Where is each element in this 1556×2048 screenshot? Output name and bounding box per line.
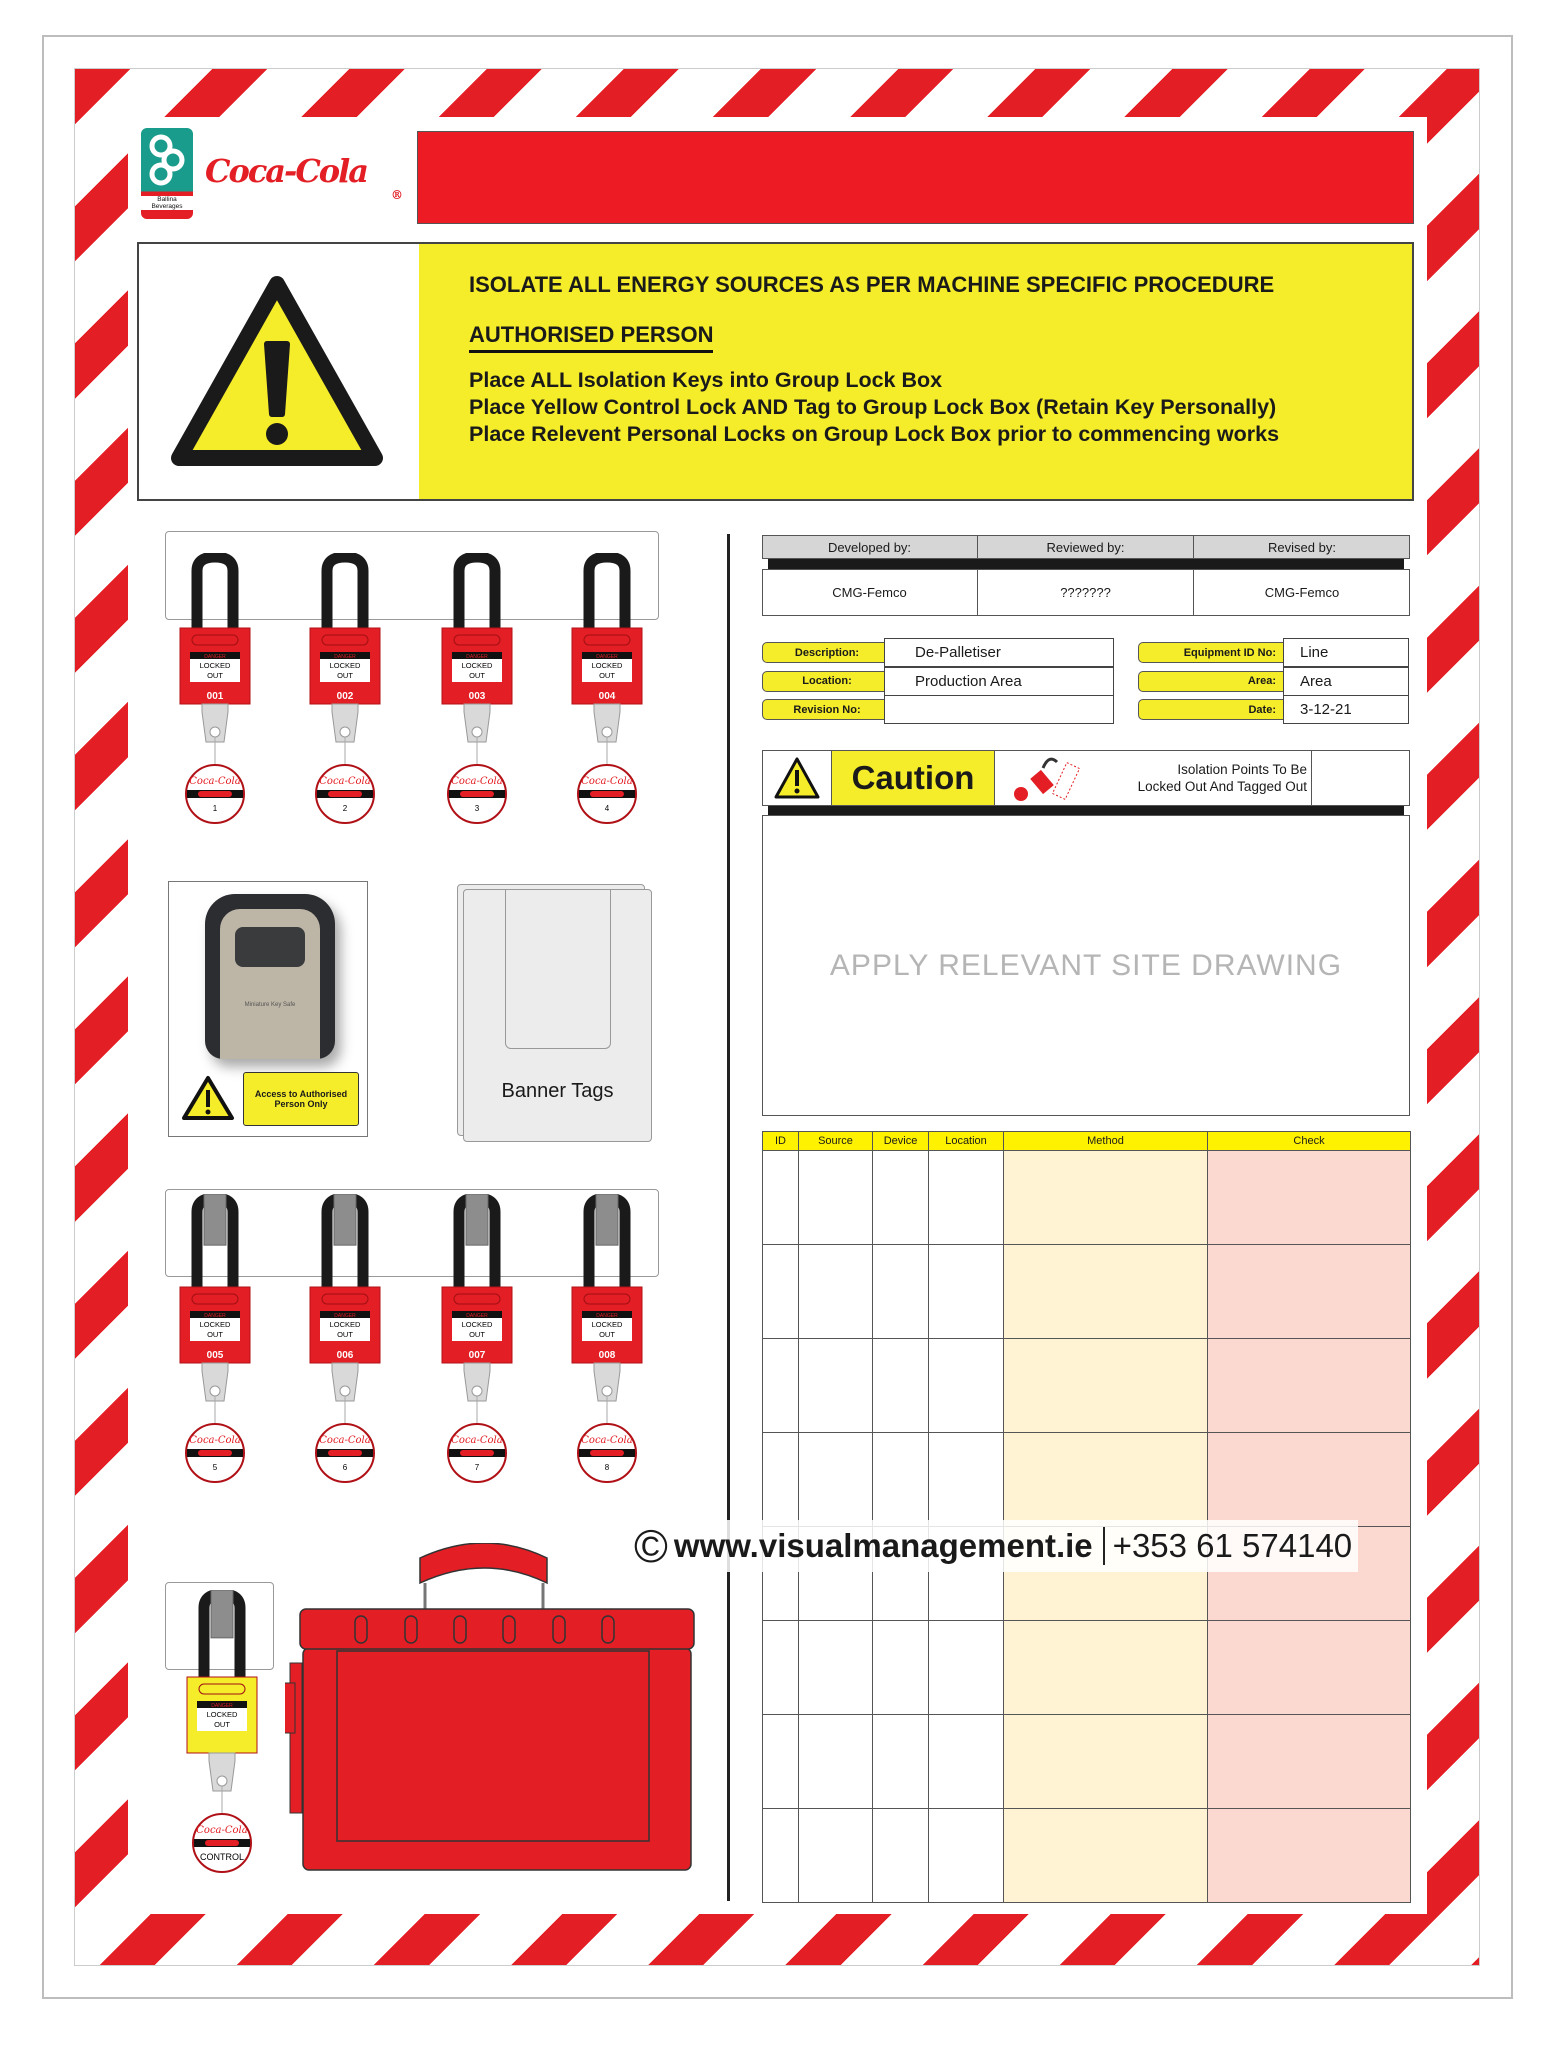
location-cell[interactable] xyxy=(929,1433,1004,1527)
source-cell[interactable] xyxy=(799,1151,873,1245)
source-cell[interactable] xyxy=(799,1245,873,1339)
column-header-device: Device xyxy=(873,1132,929,1151)
isolation-points-table xyxy=(762,1131,1411,1903)
padlock[interactable] xyxy=(300,1194,390,1487)
key-safe-label: Miniature Key Safe xyxy=(244,1002,296,1008)
key-safe-image xyxy=(205,894,335,1059)
warning-triangle-icon xyxy=(773,756,821,800)
field-value[interactable] xyxy=(884,695,1114,724)
key-safe-panel xyxy=(168,881,368,1137)
table-row xyxy=(763,1245,1411,1339)
lock-locked-label: LOCKED xyxy=(329,1320,361,1329)
svg-text:Coca-Cola: Coca-Cola xyxy=(451,776,503,787)
lock-tag xyxy=(578,765,636,823)
lock-locked-label: LOCKED xyxy=(199,1320,231,1329)
lock-out-label: OUT xyxy=(599,671,615,680)
tag-number: CONTROL xyxy=(199,1852,245,1862)
device-cell[interactable] xyxy=(873,1809,929,1903)
svg-text:Coca-Cola: Coca-Cola xyxy=(581,776,633,787)
tag-number: 2 xyxy=(342,804,348,813)
lock-locked-label: LOCKED xyxy=(199,661,231,670)
method-cell[interactable] xyxy=(1004,1809,1208,1903)
ballina-beverages-logo xyxy=(141,128,193,219)
coca-cola-wordmark: Coca-Cola xyxy=(205,152,368,190)
caution-title: Caution xyxy=(831,751,995,805)
lock-locked-label: LOCKED xyxy=(461,661,493,670)
method-cell[interactable] xyxy=(1004,1621,1208,1715)
lock-danger-label: DANGER xyxy=(204,654,226,660)
device-cell[interactable] xyxy=(873,1151,929,1245)
source-cell[interactable] xyxy=(799,1809,873,1903)
tag-number: 7 xyxy=(474,1463,480,1472)
source-cell[interactable] xyxy=(799,1715,873,1809)
location-cell[interactable] xyxy=(929,1809,1004,1903)
table-row xyxy=(763,1809,1411,1903)
id-cell[interactable] xyxy=(763,1339,799,1433)
copyright-icon: © xyxy=(634,1520,668,1572)
lock-danger-label: DANGER xyxy=(334,1313,356,1319)
lock-out-label: OUT xyxy=(207,671,223,680)
lock-number: 002 xyxy=(336,691,354,702)
instruction-step: Place Yellow Control Lock AND Tag to Group Lock Box (Retain Key Personally) xyxy=(469,395,1277,419)
svg-text:Coca-Cola: Coca-Cola xyxy=(581,1435,633,1446)
padlock[interactable] xyxy=(562,1194,652,1487)
id-cell[interactable] xyxy=(763,1809,799,1903)
warning-triangle-icon xyxy=(169,274,385,470)
method-cell[interactable] xyxy=(1004,1245,1208,1339)
field-value[interactable]: 3-12-21 xyxy=(1283,695,1409,724)
svg-text:Coca-Cola: Coca-Cola xyxy=(451,1435,503,1446)
device-cell[interactable] xyxy=(873,1621,929,1715)
coca-cola-logo xyxy=(205,152,410,212)
lock-locked-label: LOCKED xyxy=(461,1320,493,1329)
device-cell[interactable] xyxy=(873,1433,929,1527)
lock-tag xyxy=(316,765,374,823)
lock-out-label: OUT xyxy=(469,1330,485,1339)
location-cell[interactable] xyxy=(929,1151,1004,1245)
field-label: Description: xyxy=(762,642,892,663)
authorised-access-notice: Access to Authorised Person Only xyxy=(243,1072,359,1126)
lock-number: 006 xyxy=(336,1350,354,1361)
lock-danger-label: DANGER xyxy=(211,1703,233,1709)
lock-danger-label: DANGER xyxy=(204,1313,226,1319)
lock-number: 007 xyxy=(468,1350,486,1361)
field-label: Date: xyxy=(1138,699,1291,720)
developed-by-value[interactable]: CMG-Femco xyxy=(762,569,978,616)
id-cell[interactable] xyxy=(763,1433,799,1527)
lock-number: 004 xyxy=(598,691,616,702)
padlock[interactable] xyxy=(170,553,260,828)
lock-hanger xyxy=(334,1194,356,1245)
padlock[interactable] xyxy=(432,1194,522,1487)
lock-number: 008 xyxy=(598,1350,616,1361)
lock-danger-label: DANGER xyxy=(596,1313,618,1319)
authorised-person-heading: AUTHORISED PERSON xyxy=(469,322,713,353)
field-label: Revision No: xyxy=(762,699,892,720)
lock-hanger xyxy=(204,1194,226,1245)
copyright-footer xyxy=(628,1520,1358,1572)
lockout-tag-icon xyxy=(1009,754,1089,804)
table-row xyxy=(763,1151,1411,1245)
field-label: Location: xyxy=(762,671,892,692)
check-cell[interactable] xyxy=(1208,1433,1411,1527)
field-value[interactable]: Area xyxy=(1283,667,1409,696)
column-divider xyxy=(727,534,730,1901)
lock-locked-label: LOCKED xyxy=(206,1710,238,1719)
lock-danger-label: DANGER xyxy=(466,1313,488,1319)
lock-out-label: OUT xyxy=(207,1330,223,1339)
banner-tags-label: Banner Tags xyxy=(501,1080,614,1102)
caution-text: Isolation Points To Be Locked Out And Tagged Out xyxy=(1137,762,1307,794)
svg-text:Coca-Cola: Coca-Cola xyxy=(189,1435,241,1446)
check-cell[interactable] xyxy=(1208,1621,1411,1715)
check-cell[interactable] xyxy=(1208,1715,1411,1809)
lock-out-label: OUT xyxy=(214,1720,230,1729)
instruction-step: Place ALL Isolation Keys into Group Lock Box xyxy=(469,368,943,392)
revised-by-value[interactable]: CMG-Femco xyxy=(1264,585,1340,600)
caution-underbar xyxy=(768,806,1404,815)
check-cell[interactable] xyxy=(1208,1809,1411,1903)
location-cell[interactable] xyxy=(929,1245,1004,1339)
lock-hanger xyxy=(466,1194,488,1245)
device-cell[interactable] xyxy=(873,1339,929,1433)
tag-number: 5 xyxy=(212,1463,218,1472)
warning-headline: ISOLATE ALL ENERGY SOURCES AS PER MACHINE SPECIFIC PROCEDURE xyxy=(469,272,1275,297)
svg-text:Coca-Cola: Coca-Cola xyxy=(319,1435,371,1446)
tag-number: 8 xyxy=(604,1463,610,1472)
svg-text:Coca-Cola: Coca-Cola xyxy=(319,776,371,787)
lock-out-label: OUT xyxy=(337,671,353,680)
banner-tags-holder[interactable] xyxy=(457,884,652,1142)
lock-locked-label: LOCKED xyxy=(591,661,623,670)
column-header-id: ID xyxy=(763,1132,799,1151)
lock-tag xyxy=(193,1814,251,1872)
field-value[interactable]: De-Palletiser xyxy=(884,638,1114,667)
padlock[interactable] xyxy=(170,1194,260,1487)
tag-number: 6 xyxy=(342,1463,348,1472)
lock-hanger xyxy=(211,1590,233,1638)
source-cell[interactable] xyxy=(799,1433,873,1527)
drawing-placeholder: APPLY RELEVANT SITE DRAWING xyxy=(829,948,1343,982)
lock-number: 003 xyxy=(468,691,486,702)
id-cell[interactable] xyxy=(763,1245,799,1339)
lock-out-label: OUT xyxy=(337,1330,353,1339)
lock-tag xyxy=(186,1424,244,1482)
source-cell[interactable] xyxy=(799,1339,873,1433)
method-cell[interactable] xyxy=(1004,1433,1208,1527)
lock-danger-label: DANGER xyxy=(334,654,356,660)
check-cell[interactable] xyxy=(1208,1245,1411,1339)
check-cell[interactable] xyxy=(1208,1339,1411,1433)
warning-panel xyxy=(137,242,1414,501)
control-padlock[interactable] xyxy=(177,1590,267,1877)
field-label: Equipment ID No: xyxy=(1138,642,1291,663)
warning-triangle-icon xyxy=(181,1074,235,1122)
lock-danger-label: DANGER xyxy=(466,654,488,660)
warning-instructions xyxy=(419,244,1412,499)
svg-text:Coca-Cola: Coca-Cola xyxy=(189,776,241,787)
method-cell[interactable] xyxy=(1004,1339,1208,1433)
table-row xyxy=(763,1339,1411,1433)
method-cell[interactable] xyxy=(1004,1151,1208,1245)
column-header-location: Location xyxy=(929,1132,1004,1151)
table-row xyxy=(763,1621,1411,1715)
lock-tag xyxy=(448,1424,506,1482)
lock-out-label: OUT xyxy=(599,1330,615,1339)
reviewed-by-value[interactable]: ??????? xyxy=(978,569,1194,616)
table-row xyxy=(763,1433,1411,1527)
padlock[interactable] xyxy=(300,553,390,828)
signoff-header-developed: Developed by: xyxy=(762,535,978,559)
field-value[interactable]: Line xyxy=(1283,638,1409,667)
location-cell[interactable] xyxy=(929,1715,1004,1809)
tag-number: 3 xyxy=(474,804,480,813)
id-cell[interactable] xyxy=(763,1151,799,1245)
signoff-header-revised: Revised by: xyxy=(1268,539,1336,555)
signoff-header-reviewed: Reviewed by: xyxy=(978,535,1194,559)
source-cell[interactable] xyxy=(799,1621,873,1715)
lock-number: 001 xyxy=(206,691,224,702)
location-cell[interactable] xyxy=(929,1339,1004,1433)
header-red-banner xyxy=(417,131,1414,224)
padlock[interactable] xyxy=(562,553,652,828)
group-lock-box[interactable] xyxy=(285,1543,695,1873)
lock-tag xyxy=(578,1424,636,1482)
column-header-method: Method xyxy=(1004,1132,1208,1151)
id-cell[interactable] xyxy=(763,1715,799,1809)
phone-number: +353 61 574140 xyxy=(1112,1527,1353,1564)
lock-tag xyxy=(316,1424,374,1482)
site-drawing-area[interactable] xyxy=(762,815,1410,1116)
signoff-table xyxy=(762,535,1410,616)
check-cell[interactable] xyxy=(1208,1151,1411,1245)
company-name: Ballina Beverages xyxy=(141,196,193,210)
column-header-source: Source xyxy=(799,1132,873,1151)
field-value[interactable]: Production Area xyxy=(884,667,1114,696)
caution-banner xyxy=(762,750,1410,806)
column-header-check: Check xyxy=(1208,1132,1411,1151)
id-cell[interactable] xyxy=(763,1621,799,1715)
lock-tag xyxy=(186,765,244,823)
field-label: Area: xyxy=(1138,671,1291,692)
location-cell[interactable] xyxy=(929,1621,1004,1715)
website-link[interactable]: www.visualmanagement.ie xyxy=(674,1527,1105,1565)
device-cell[interactable] xyxy=(873,1245,929,1339)
lock-locked-label: LOCKED xyxy=(591,1320,623,1329)
svg-text:Coca-Cola: Coca-Cola xyxy=(196,1825,248,1836)
padlock[interactable] xyxy=(432,553,522,828)
registered-mark: ® xyxy=(391,188,403,202)
tag-number: 4 xyxy=(604,804,610,813)
lock-hanger xyxy=(596,1194,618,1245)
table-row xyxy=(763,1715,1411,1809)
device-cell[interactable] xyxy=(873,1715,929,1809)
method-cell[interactable] xyxy=(1004,1715,1208,1809)
lock-out-label: OUT xyxy=(469,671,485,680)
lock-danger-label: DANGER xyxy=(596,654,618,660)
lock-locked-label: LOCKED xyxy=(329,661,361,670)
instruction-step: Place Relevent Personal Locks on Group Lock Box prior to commencing works xyxy=(469,422,1280,446)
lock-number: 005 xyxy=(206,1350,224,1361)
tag-number: 1 xyxy=(212,804,218,813)
lock-tag xyxy=(448,765,506,823)
